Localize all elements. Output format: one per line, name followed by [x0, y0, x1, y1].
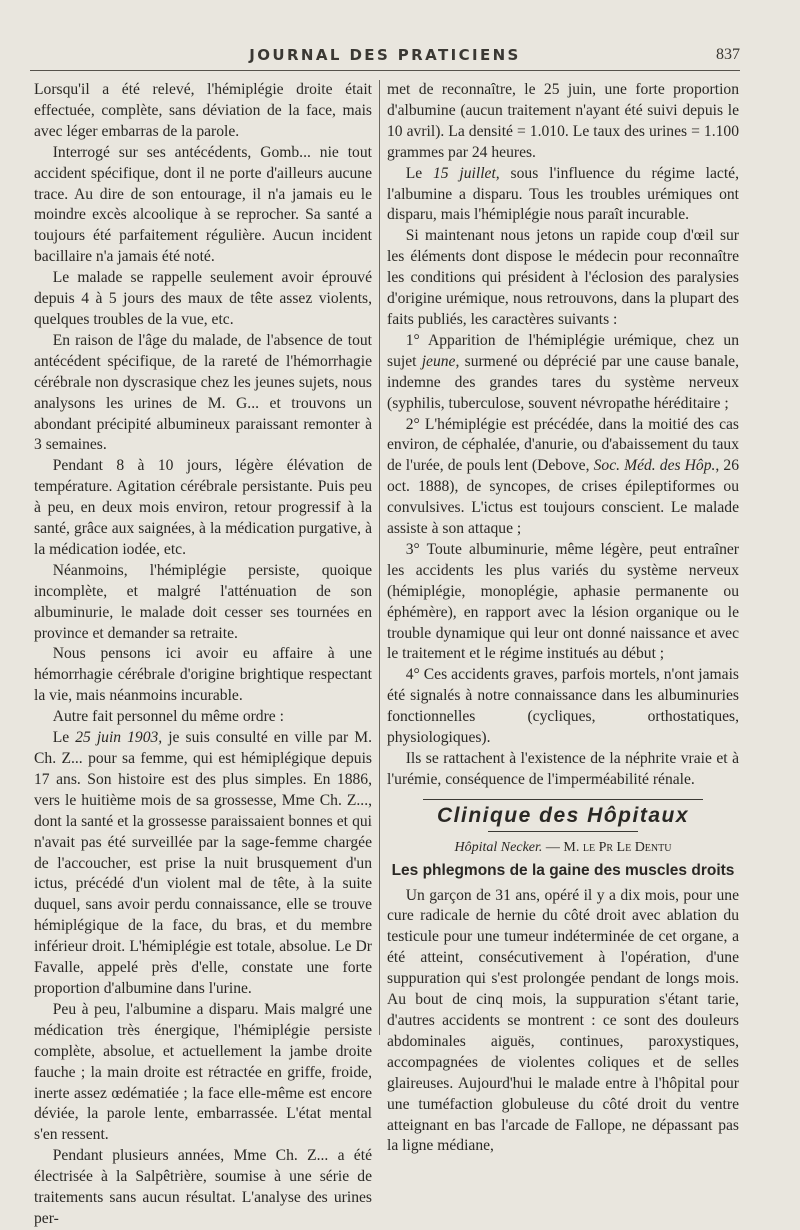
paragraph: Autre fait personnel du même ordre : — [52, 708, 284, 726]
column-divider — [379, 80, 380, 1035]
date-italic: 25 juin 1903, — [75, 729, 163, 747]
paragraph — [387, 164, 739, 227]
paragraph: Si maintenant nous jetons un rapide coup d'œil sur les éléments dont dispose le médecin pour reconnaître les conditions qui président à l'éclosion des paralysies d'origine urémique, nous retrouvons, dans la plupart des faits publiés, les caractères suivants : — [387, 227, 739, 328]
paragraph: Lorsqu'il a été relevé, l'hémiplégie droite était effectuée, complète, sans déviation de la face, mais avec léger embarras de la parole. — [34, 81, 372, 140]
list-item: 3° Toute albuminurie, même légère, peut entraîner les accidents les plus variés du système nerveux (hémiplégie, monoplégie, aphasie permanente ou éphémère), en rapport avec la lésion organique ou le trouble dynamique qui leur ont donné naissance et avec le traitement et le régime institués au début ; — [387, 540, 739, 663]
paragraph: Peu à peu, l'albumine a disparu. Mais malgré une médication très énergique, l'hémiplégie persiste complète, absolue, et actuellement la jambe droite fauche ; la main droite est rétractée en griffe, froide, inerte assez œdématiée ; la face elle-même est encore déviée, la parole lente, embarrassée. L'état mental s'en ressent. — [34, 1000, 372, 1144]
paragraph: Nous pensons ici avoir eu affaire à une hémorrhagie cérébrale d'origine brightique respectant la vie, mais néanmoins incurable. — [34, 645, 372, 705]
text-run: je suis consulté en ville par M. Ch. Z... pour sa femme, qui est hémiplégique depuis 17 ans. Son histoire est des plus simples. En 1886, vers le huitième mois de sa grossesse, Mme Ch. Z..., dont la santé et la grossesse paraissaient bonnes et qui n'avait pas été surveillée par la sage-femme chargée de l'accoucher, est prise la nuit brusquement d'un ictus, précédé d'un violent mal de tête, à la suite duquel, sans avoir perdu connaissance, elle se trouve hémiplégique de la face, du bras, et du membre inférieur droit. L'hémiplégie est totale, absolue. Le Dr Favalle, appelé près d'elle, constate une forte proportion d'albumine dans l'urine. — [34, 729, 372, 997]
text-run: Le — [405, 164, 433, 182]
left-column — [34, 80, 372, 1230]
text-run: sous l'influence du régime lacté, l'albumine a disparu. Tous les troubles urémiques ont disparu, mais l'hémiplégie nous paraît incurable. — [387, 164, 739, 224]
paragraph: Néanmoins, l'hémiplégie persiste, quoique incomplète, et malgré l'atténuation de son albuminurie, le malade doit cesser ses tournées en province et demander sa retraite. — [34, 561, 372, 642]
paragraph: En raison de l'âge du malade, de l'absence de tout antécédent spécifique, de la rareté de l'hémorrhagie cérébrale non dyscrasique chez les jeunes sujets, nous analysons les urines de M. G... et trouvons un abondant précipité albumineux paraissant remonter à 3 semaines. — [34, 331, 372, 454]
running-header — [30, 44, 740, 68]
paragraph: met de reconnaître, le 25 juin, une forte proportion d'albumine (aucun traitement n'ayant été suivi depuis le 10 avril). La densité = 1.010. Le taux des urines = 1.100 grammes par 24 heures. — [387, 81, 739, 161]
paragraph — [34, 728, 372, 1000]
paragraph: Le malade se rappelle seulement avoir éprouvé depuis 4 à 5 jours des maux de tête assez violents, quelques troubles de la vue, etc. — [34, 269, 372, 328]
article-title: Les phlegmons de la gaine des muscles droits — [391, 861, 735, 879]
list-item — [387, 331, 739, 415]
text-run: , 26 oct. 1888), de syncopes, de crises épileptiformes ou convulsives. L'ictus est toujours conscient. Le malade assiste à son attaque ; — [387, 457, 739, 538]
hospital-line — [387, 838, 739, 859]
list-item — [387, 415, 739, 540]
paragraph: Un garçon de 31 ans, opéré il y a dix mois, pour une cure radicale de hernie du côté droit avec ablation du testicule pour une tumeur indéterminée de cet organe, a été atteint, consécutivement à l'opération, d'une suppuration qui s'est prolongée pendant de longs mois. Au bout de cinq mois, la suppuration s'étant tarie, d'autres accidents se montrent : ce sont des douleurs abdominales aiguës, continues, paroxystiques, accompagnées de violentes coliques et de selles glaireuses. Aujourd'hui le malade entre à l'hôpital pour une tuméfaction globuleuse du côté droit du ventre atteignant en bas l'arcade de Fallope, ne dépassant pas la ligne médiane, — [387, 886, 739, 1155]
journal-title: JOURNAL DES PRATICIENS — [249, 46, 521, 64]
professor-name: Le Dentu — [616, 839, 672, 855]
text-run: Le — [52, 729, 76, 747]
right-column — [387, 80, 739, 1157]
citation-italic: Soc. Méd. des Hôp. — [593, 457, 716, 475]
page-number: 837 — [716, 46, 740, 63]
emphasis: jeune, — [421, 352, 460, 370]
text-run: 2° L'hémiplégie est précédée, dans la moitié des cas environ, de céphalée, d'anurie, ou d'abaissement du taux de l'urée, de pouls lent (Debove, — [387, 415, 739, 475]
paragraph: Pendant plusieurs années, Mme Ch. Z... a été électrisée à la Salpêtrière, soumise à une série de traitements sans aucun résultat. L'analyse des urines per- — [34, 1147, 372, 1227]
text-run: surmené ou déprécié par une cause banale, indemne des grandes tares du système nerveux (syphilis, tuberculose, souvent névropathe héréditaire ; — [387, 352, 739, 412]
section-rule — [488, 831, 638, 832]
date-italic: 15 juillet, — [433, 164, 500, 182]
paragraph: Ils se rattachent à l'existence de la néphrite vraie et à l'urémie, conséquence de l'imperméabilité rénale. — [387, 750, 739, 788]
paragraph: Interrogé sur ses antécédents, Gomb... nie tout accident spécifique, dont il ne porte d'ailleurs aucune trace. Au dire de son entourage, il n'a jamais eu le moindre excès alcoolique à se reprocher. Sa santé a toujours été parfaitement régulière. Aucun incident bacillaire n'a jamais été noté. — [34, 143, 372, 266]
paragraph: Pendant 8 à 10 jours, légère élévation de température. Agitation cérébrale persistante. Puis peu à peu, en deux mois environ, retour progressif à la santé, grâce aux saignées, à la médication purgative, à la médication iodée, etc. — [34, 457, 372, 558]
hospital-name: Hôpital Necker. — [454, 839, 543, 855]
header-rule — [30, 70, 740, 71]
text-run: 1° Apparition de l'hémiplégie urémique, chez un sujet — [387, 331, 739, 370]
text-run: — M. le Pr — [542, 839, 617, 855]
section-title: Clinique des Hôpitaux — [423, 799, 703, 827]
list-item: 4° Ces accidents graves, parfois mortels, n'ont jamais été signalés à notre connaissance dans les albuminuries fonctionnelles (cycliques, orthostatiques, physiologiques). — [387, 666, 739, 747]
